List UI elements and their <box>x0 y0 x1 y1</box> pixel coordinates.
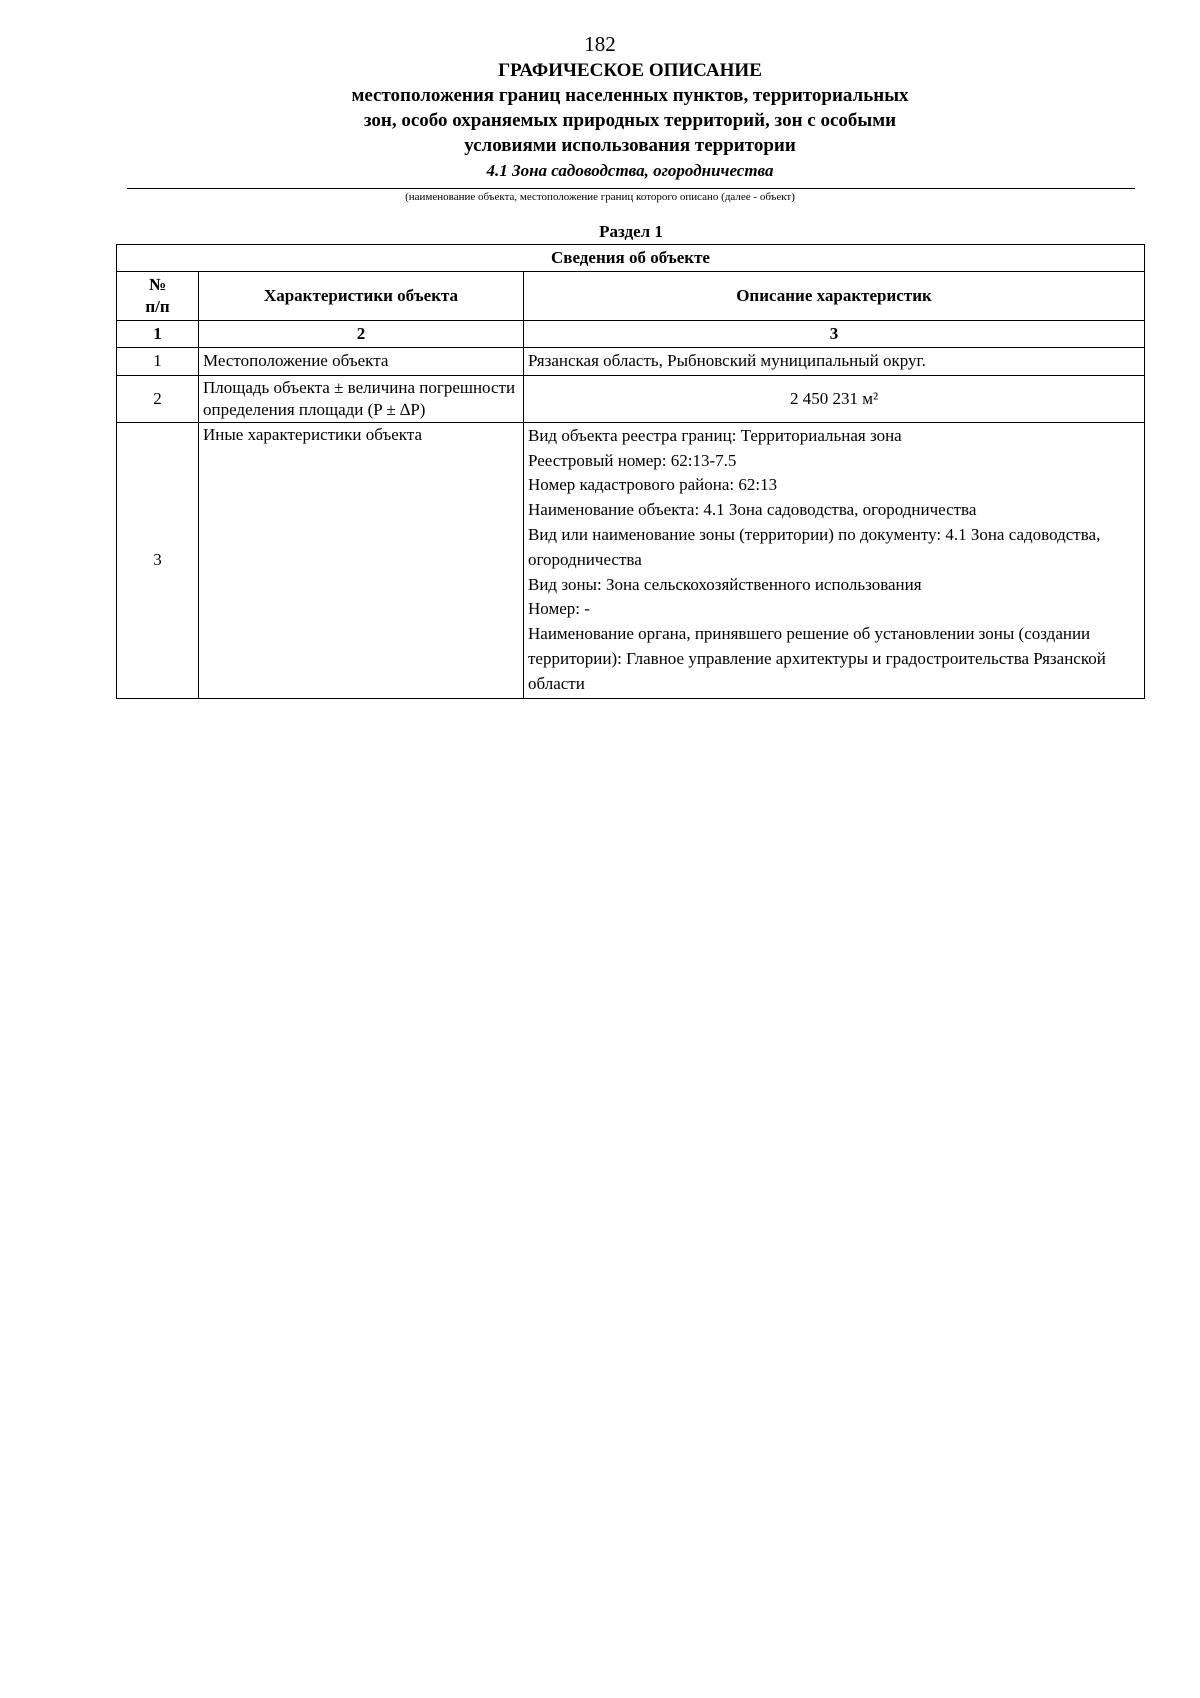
row-number: 1 <box>117 348 199 376</box>
document-subtitle-line: условиями использования территории <box>464 135 796 156</box>
column-number: 3 <box>524 321 1145 348</box>
object-name: 4.1 Зона садоводства, огородничества <box>486 161 774 180</box>
description-line: Наименование органа, принявшего решение об установлении зоны (создании территории): Главное управление архитектуры и градостроительства Рязанской области <box>528 624 1106 693</box>
row-description <box>524 375 1145 422</box>
object-caption: (наименование объекта, местоположение границ которого описано (далее - объект) <box>405 191 795 203</box>
table-caption-row <box>117 245 1145 272</box>
table-row <box>117 422 1145 698</box>
table-caption: Сведения об объекте <box>117 245 1145 272</box>
document-subtitle-line: местоположения границ населенных пунктов, территориальных <box>351 85 909 106</box>
object-info-table <box>116 244 1145 699</box>
description-line: Вид объекта реестра границ: Территориальная зона <box>528 425 902 445</box>
column-number: 2 <box>199 321 524 348</box>
row-characteristic: Местоположение объекта <box>199 348 524 376</box>
column-number: 1 <box>117 321 199 348</box>
area-value: 2 450 231 м² <box>789 388 879 408</box>
row-characteristic: Площадь объекта ± величина погрешности определения площади (P ± ∆P) <box>199 375 524 422</box>
description-line: Вид зоны: Зона сельскохозяйственного использования <box>528 574 922 594</box>
description-line: Наименование объекта: 4.1 Зона садоводства, огородничества <box>528 500 977 520</box>
row-number: 2 <box>117 375 199 422</box>
description-line: Вид или наименование зоны (территории) по документу: 4.1 Зона садоводства, огородничества <box>528 524 1101 569</box>
row-characteristic: Иные характеристики объекта <box>199 422 524 698</box>
description-line: Номер: - <box>528 599 590 619</box>
document-subtitle-line: зон, особо охраняемых природных территорий, зон с особыми <box>363 110 897 131</box>
description-line: Реестровый номер: 62:13-7.5 <box>528 450 737 470</box>
table-row <box>117 348 1145 376</box>
page-number: 182 <box>584 32 616 56</box>
column-header-characteristic: Характеристики объекта <box>199 272 524 321</box>
column-number-row <box>117 321 1145 348</box>
column-header-number: № п/п <box>117 272 199 321</box>
table-header-row <box>117 272 1145 321</box>
table-row <box>117 375 1145 422</box>
column-header-description: Описание характеристик <box>524 272 1145 321</box>
description-line: Номер кадастрового района: 62:13 <box>528 475 778 495</box>
document-title: ГРАФИЧЕСКОЕ ОПИСАНИЕ <box>498 60 762 81</box>
row-number: 3 <box>117 422 199 698</box>
section-title: Раздел 1 <box>599 222 663 241</box>
row-description <box>524 348 1145 376</box>
document-header <box>120 58 1140 183</box>
object-name-underline <box>127 188 1135 189</box>
description-line: Рязанская область, Рыбновский муниципальный округ. <box>528 351 926 370</box>
row-description <box>524 422 1145 698</box>
